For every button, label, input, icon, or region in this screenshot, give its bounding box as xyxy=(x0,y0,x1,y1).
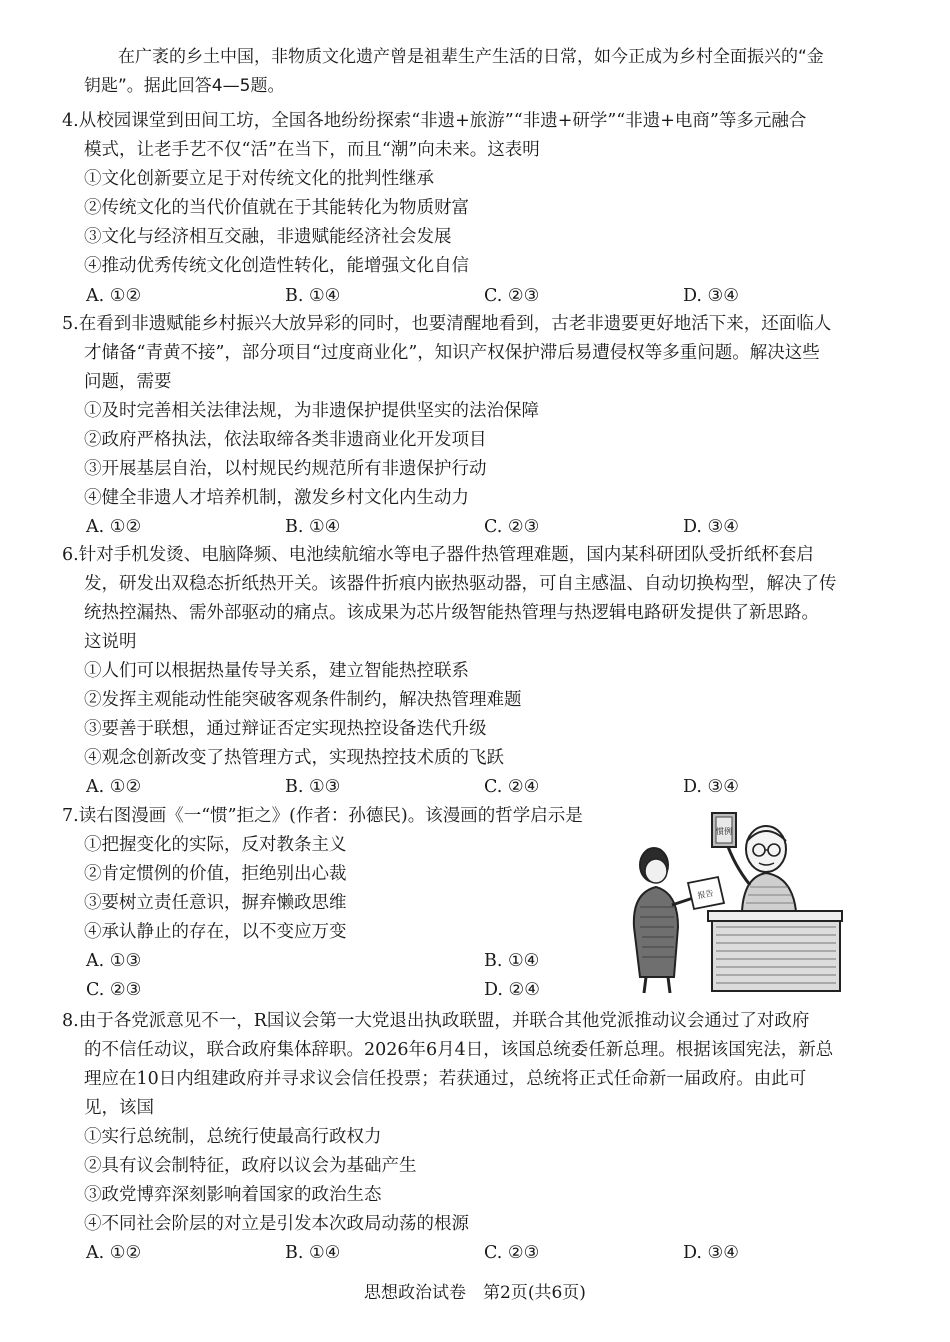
q8-statement-4: ④不同社会阶层的对立是引发本次政局动荡的根源 xyxy=(84,1214,469,1234)
q6-option-a: A. ①② xyxy=(86,777,142,797)
q6-stem-line-1: 6.针对手机发烫、电脑降频、电池续航缩水等电子器件热管理难题，国内某科研团队受折纸杯套启 xyxy=(62,545,814,565)
q5-option-c: C. ②③ xyxy=(484,517,540,537)
q5-statement-1: ①及时完善相关法律法规，为非遗保护提供坚实的法治保障 xyxy=(84,401,539,421)
q5-statement-3: ③开展基层自治，以村规民约规范所有非遗保护行动 xyxy=(84,459,487,479)
q6-option-c: C. ②④ xyxy=(484,777,540,797)
q7-statement-2: ②肯定惯例的价值，拒绝别出心裁 xyxy=(84,864,347,884)
q7-statement-3: ③要树立责任意识，摒弃懒政思维 xyxy=(84,893,347,913)
q6-stem-line-4: 这说明 xyxy=(84,632,137,652)
q8-option-a: A. ①② xyxy=(86,1243,142,1263)
q5-option-b: B. ①④ xyxy=(285,517,341,537)
cartoon-book-label: 惯例 xyxy=(716,827,732,836)
q8-statement-1: ①实行总统制，总统行使最高行政权力 xyxy=(84,1127,382,1147)
q4-stem-line-1: 4.从校园课堂到田间工坊，全国各地纷纷探索“非遗+旅游”“非遗+研学”“非遗+电商”等多元融合 xyxy=(62,111,807,131)
q6-option-d: D. ③④ xyxy=(683,777,739,797)
q6-stem-line-2: 发，研发出双稳态折纸热开关。该器件折痕内嵌热驱动器，可自主感温、自动切换构型，解决了传 xyxy=(84,574,837,594)
q5-stem-line-2: 才储备“青黄不接”，部分项目“过度商业化”，知识产权保护滞后易遭侵权等多重问题。解决这些 xyxy=(84,343,820,363)
q6-option-b: B. ①③ xyxy=(285,777,341,797)
q8-option-b: B. ①④ xyxy=(285,1243,341,1263)
q4-option-b: B. ①④ xyxy=(285,286,341,306)
q8-stem-line-1: 8.由于各党派意见不一，R国议会第一大党退出执政联盟，并联合其他党派推动议会通过了对政府 xyxy=(62,1011,810,1031)
q4-option-c: C. ②③ xyxy=(484,286,540,306)
q7-statement-1: ①把握变化的实际，反对教条主义 xyxy=(84,835,347,855)
q7-option-b: B. ①④ xyxy=(484,951,540,971)
q7-option-d: D. ②④ xyxy=(484,980,540,1000)
q5-statement-2: ②政府严格执法，依法取缔各类非遗商业化开发项目 xyxy=(84,430,487,450)
intro-line-2: 钥匙”。据此回答4—5题。 xyxy=(84,76,285,96)
q5-stem-line-3: 问题，需要 xyxy=(84,372,172,392)
q7-option-a: A. ①③ xyxy=(86,951,142,971)
cartoon-paper-label: 报告 xyxy=(696,888,715,901)
q8-stem-line-3: 理应在10日内组建政府并寻求议会信任投票；若获通过，总统将正式任命新一届政府。由此可 xyxy=(84,1069,807,1089)
q8-stem-line-4: 见，该国 xyxy=(84,1098,154,1118)
q6-statement-3: ③要善于联想，通过辩证否定实现热控设备迭代升级 xyxy=(84,719,487,739)
q4-statement-2: ②传统文化的当代价值就在于其能转化为物质财富 xyxy=(84,198,469,218)
q6-statement-4: ④观念创新改变了热管理方式，实现热控技术质的飞跃 xyxy=(84,748,504,768)
q8-statement-3: ③政党博弈深刻影响着国家的政治生态 xyxy=(84,1185,382,1205)
q8-option-c: C. ②③ xyxy=(484,1243,540,1263)
q4-statement-1: ①文化创新要立足于对传统文化的批判性继承 xyxy=(84,169,434,189)
q4-statement-4: ④推动优秀传统文化创造性转化，能增强文化自信 xyxy=(84,256,469,276)
q4-option-a: A. ①② xyxy=(86,286,142,306)
q4-stem-line-2: 模式，让老手艺不仅“活”在当下，而且“潮”向未来。这表明 xyxy=(84,140,540,160)
q7-stem-line-1: 7.读右图漫画《一“惯”拒之》(作者：孙德民)。该漫画的哲学启示是 xyxy=(62,806,583,826)
q6-statement-1: ①人们可以根据热量传导关系，建立智能热控联系 xyxy=(84,661,469,681)
q4-option-d: D. ③④ xyxy=(683,286,739,306)
q5-stem-line-1: 5.在看到非遗赋能乡村振兴大放异彩的同时，也要清醒地看到，古老非遗要更好地活下来，还面临人 xyxy=(62,314,832,334)
cartoon-illustration xyxy=(616,807,844,995)
q7-option-c: C. ②③ xyxy=(86,980,142,1000)
page-footer: 思想政治试卷 第2页(共6页) xyxy=(364,1283,586,1303)
q8-option-d: D. ③④ xyxy=(683,1243,739,1263)
q5-statement-4: ④健全非遗人才培养机制，激发乡村文化内生动力 xyxy=(84,488,469,508)
q6-stem-line-3: 统热控漏热、需外部驱动的痛点。该成果为芯片级智能热管理与热逻辑电路研发提供了新思路。 xyxy=(84,603,819,623)
q5-option-a: A. ①② xyxy=(86,517,142,537)
q8-statement-2: ②具有议会制特征，政府以议会为基础产生 xyxy=(84,1156,417,1176)
q5-option-d: D. ③④ xyxy=(683,517,739,537)
q8-stem-line-2: 的不信任动议，联合政府集体辞职。2026年6月4日，该国总统委任新总理。根据该国宪法，新总 xyxy=(84,1040,834,1060)
intro-line-1: 在广袤的乡土中国，非物质文化遗产曾是祖辈生产生活的日常，如今正成为乡村全面振兴的“金 xyxy=(118,47,824,67)
q6-statement-2: ②发挥主观能动性能突破客观条件制约，解决热管理难题 xyxy=(84,690,522,710)
q4-statement-3: ③文化与经济相互交融，非遗赋能经济社会发展 xyxy=(84,227,452,247)
q7-statement-4: ④承认静止的存在，以不变应万变 xyxy=(84,922,347,942)
